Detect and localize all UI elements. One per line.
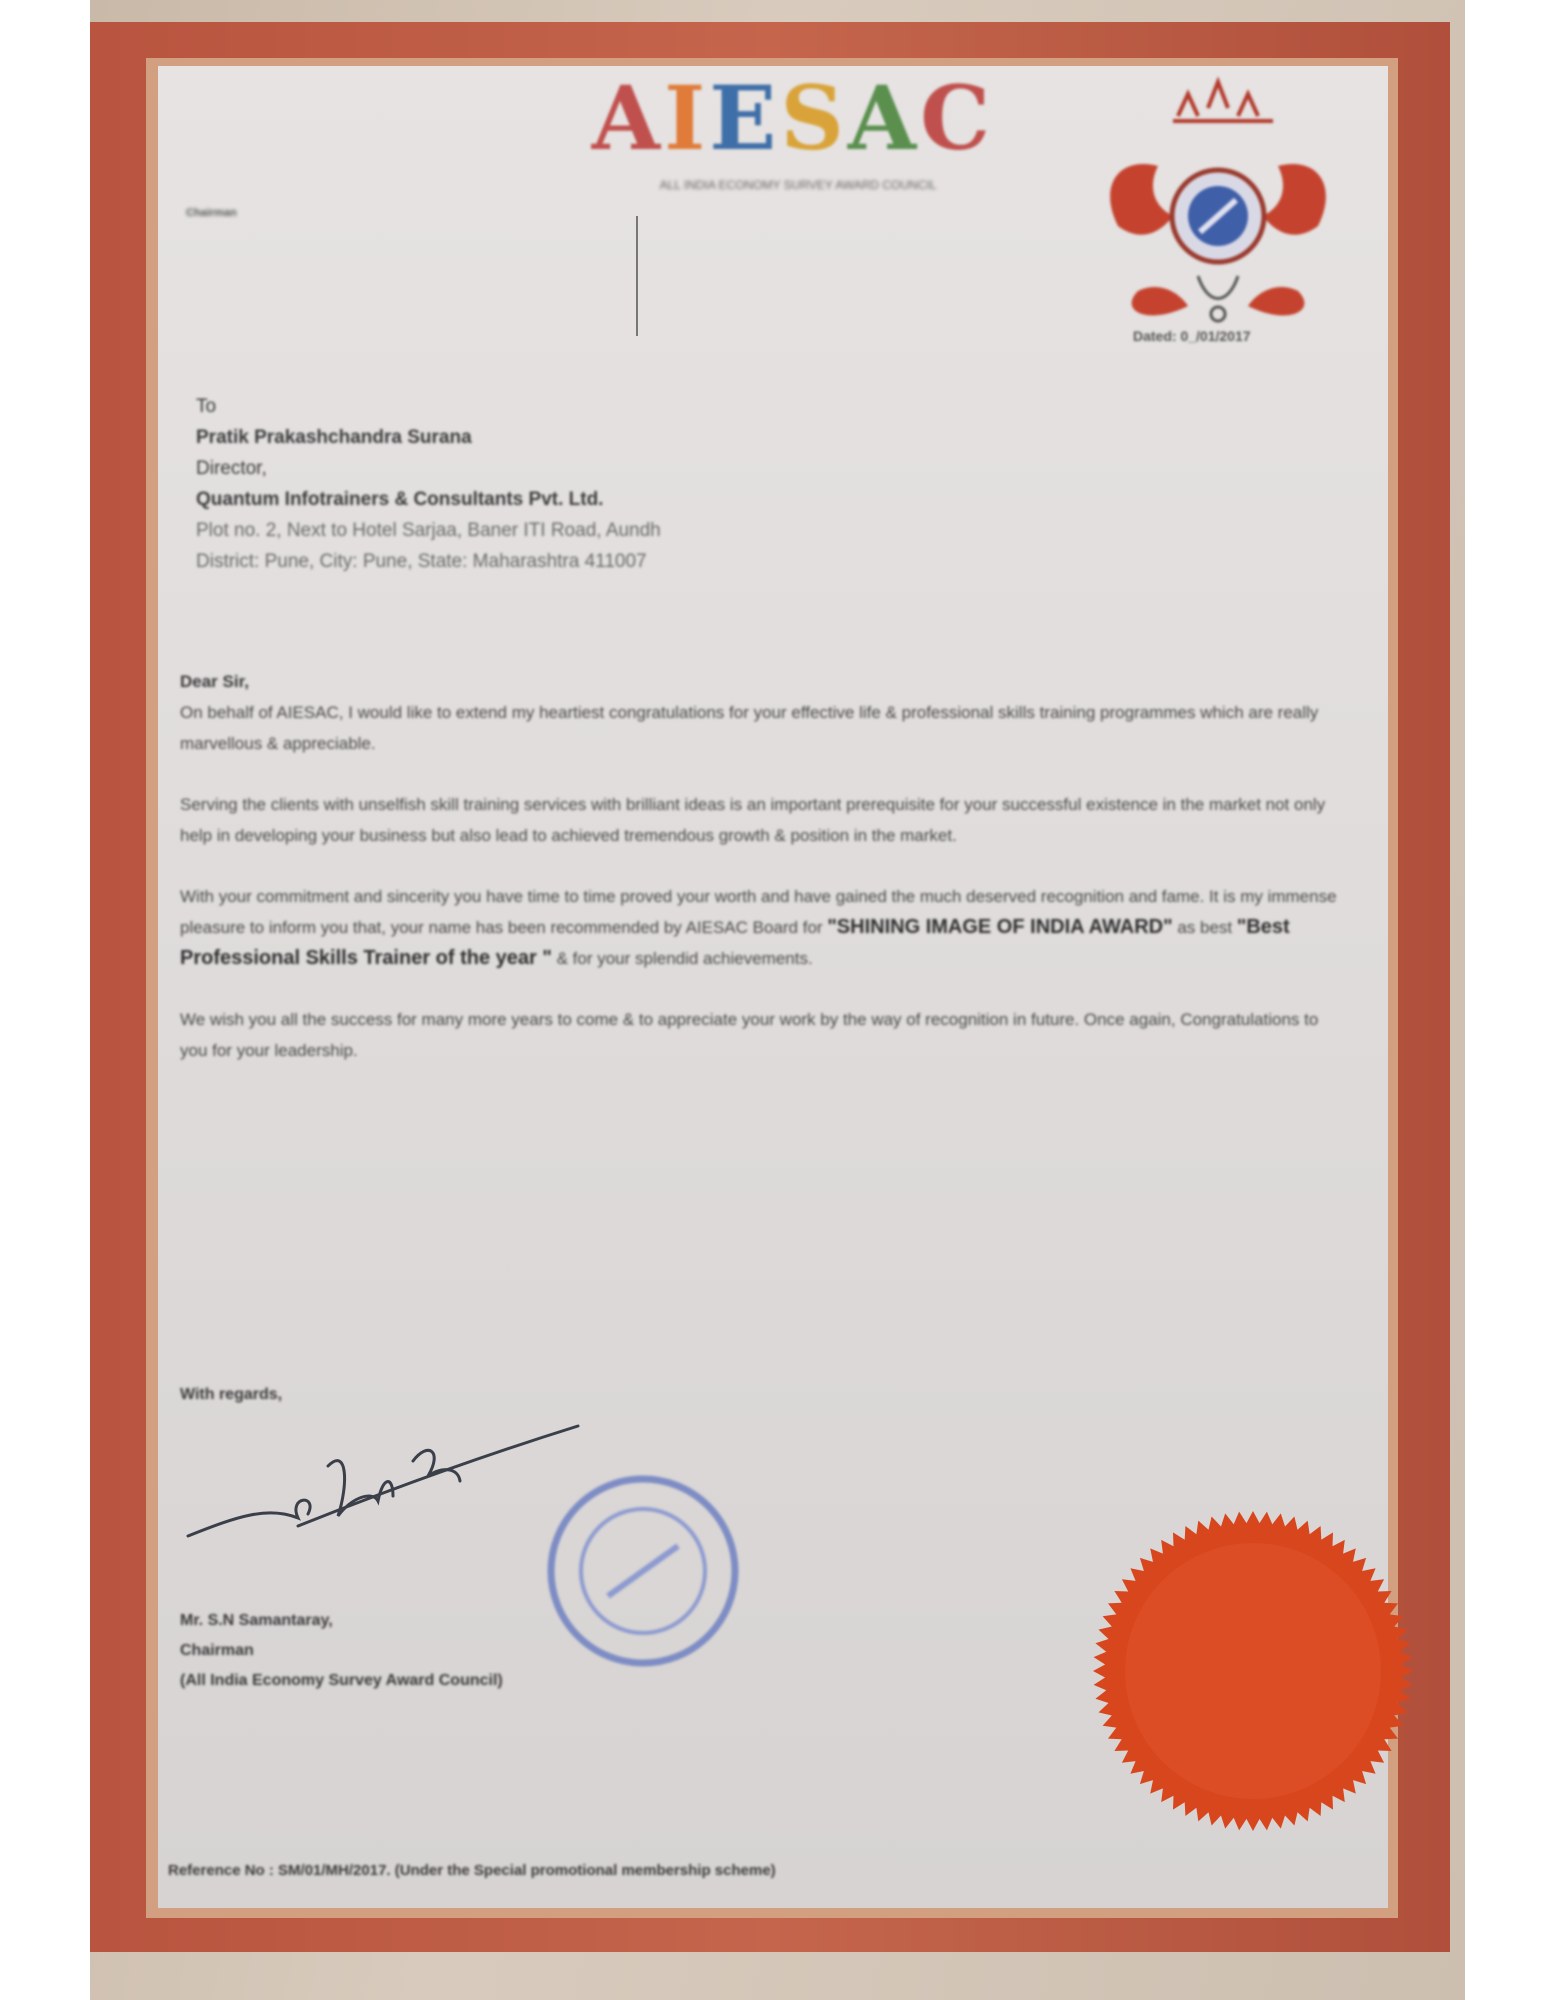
recipient-title: Director,: [196, 458, 267, 479]
letter-paper: [158, 66, 1388, 1908]
recipient-name: Pratik Prakashchandra Surana: [196, 427, 472, 448]
header-divider: [636, 216, 638, 336]
recipient-address-line1: Plot no. 2, Next to Hotel Sarjaa, Baner ITI Road, Aundh: [196, 520, 661, 541]
recipient-company: Quantum Infotrainers & Consultants Pvt. Ltd.: [196, 489, 604, 510]
paragraph-3-end: & for your splendid achievements.: [556, 949, 813, 968]
paragraph-3: [180, 881, 1350, 974]
logo-letter: E: [709, 66, 781, 170]
logo-subtitle: ALL INDIA ECONOMY SURVEY AWARD COUNCIL: [659, 178, 937, 192]
paragraph-2: Serving the clients with unselfish skill training services with brilliant ideas is an important prerequisite for your successful existence in the market not only help in developing your business but also lead to achieved tremendous growth & position in the market.: [180, 795, 1326, 845]
chairman-label: Chairman: [186, 207, 237, 219]
logo-letter: A: [847, 66, 921, 170]
aiesac-logo: [513, 66, 1073, 170]
paragraph-1: On behalf of AIESAC, I would like to extend my heartiest congratulations for your effective life & professional skills training programmes which are really marvellous & appreciable.: [180, 703, 1319, 753]
logo-letter: I: [664, 66, 710, 170]
reference-number: Reference No : SM/01/MH/2017. (Under the Special promotional membership scheme): [168, 1862, 776, 1879]
recipient-address-line2: District: Pune, City: Pune, State: Maharashtra 411007: [196, 551, 647, 572]
recipient-block: [196, 391, 896, 577]
signatory-name: Mr. S.N Samantaray,: [180, 1612, 333, 1629]
logo-letter: A: [591, 66, 665, 170]
signatory-title: Chairman: [180, 1642, 254, 1659]
signatory-org: (All India Economy Survey Award Council): [180, 1672, 503, 1689]
chairman-block: [186, 206, 626, 221]
signature-icon: [178, 1406, 598, 1556]
paragraph-3-as-best: as best: [1177, 918, 1233, 937]
logo-letter: S: [780, 66, 848, 170]
regards-label: With regards,: [180, 1386, 283, 1403]
salutation: Dear Sir,: [180, 672, 249, 691]
signatory-block: [180, 1606, 503, 1696]
logo-letter: C: [920, 66, 995, 170]
round-stamp-icon: [538, 1466, 748, 1676]
date-label: Dated: 0_/01/2017: [1133, 328, 1251, 344]
award-name: "SHINING IMAGE OF INDIA AWARD": [827, 916, 1173, 938]
letter-body: [180, 666, 1350, 1096]
award-category: "Best Professional Skills Trainer of the year ": [180, 916, 1290, 969]
to-label: To: [196, 396, 217, 417]
seal-inner: [1125, 1543, 1381, 1799]
red-seal-icon: [1088, 1506, 1418, 1836]
emblem-icon: [1078, 76, 1358, 356]
paragraph-4: We wish you all the success for many more years to come & to appreciate your work by the way of recognition in future. Once again, Congratulations to you for your leadership.: [180, 1010, 1319, 1060]
paragraph-3-text: With your commitment and sincerity you have time to time proved your worth and have gained the much deserved recognition and fame. It is my immense pleasure to inform you that, your name has been recommended by AIESAC Board for: [180, 887, 1337, 937]
